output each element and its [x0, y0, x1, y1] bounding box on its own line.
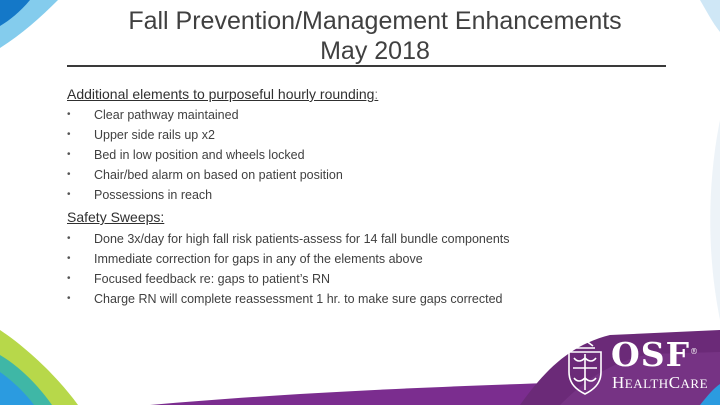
bullet-icon: •	[67, 189, 71, 200]
logo-osf-text: OSF®	[611, 335, 700, 374]
section-heading-safety-sweeps	[67, 209, 164, 226]
bullet-icon: •	[67, 293, 71, 304]
section-heading-colon: :	[374, 86, 379, 102]
section-heading-safety-sweeps-text: Safety Sweeps:	[67, 209, 165, 225]
logo-registered-mark: ®	[690, 347, 700, 356]
osf-crest-icon	[563, 338, 607, 396]
slide-title	[40, 6, 710, 66]
logo-healthcare-text: HEALTHCARE	[612, 373, 709, 392]
right-edge-wave	[710, 120, 720, 320]
title-underline-rule	[67, 65, 666, 67]
bullet-icon: •	[67, 253, 71, 264]
bullet-icon: •	[67, 109, 71, 120]
slide-title-line1: Fall Prevention/Management Enhancements	[128, 7, 622, 35]
osf-healthcare-logo	[563, 336, 713, 398]
bullet-icon: •	[67, 273, 71, 284]
slide-title-line2: May 2018	[320, 37, 430, 65]
bullet-icon: •	[67, 129, 71, 140]
bullet-icon: •	[67, 169, 71, 180]
bullet-icon: •	[67, 149, 71, 160]
section-heading-hourly-rounding-text: Additional elements to purposeful hourly rounding	[67, 86, 375, 102]
section-heading-hourly-rounding	[67, 86, 378, 103]
bullet-icon: •	[67, 233, 71, 244]
